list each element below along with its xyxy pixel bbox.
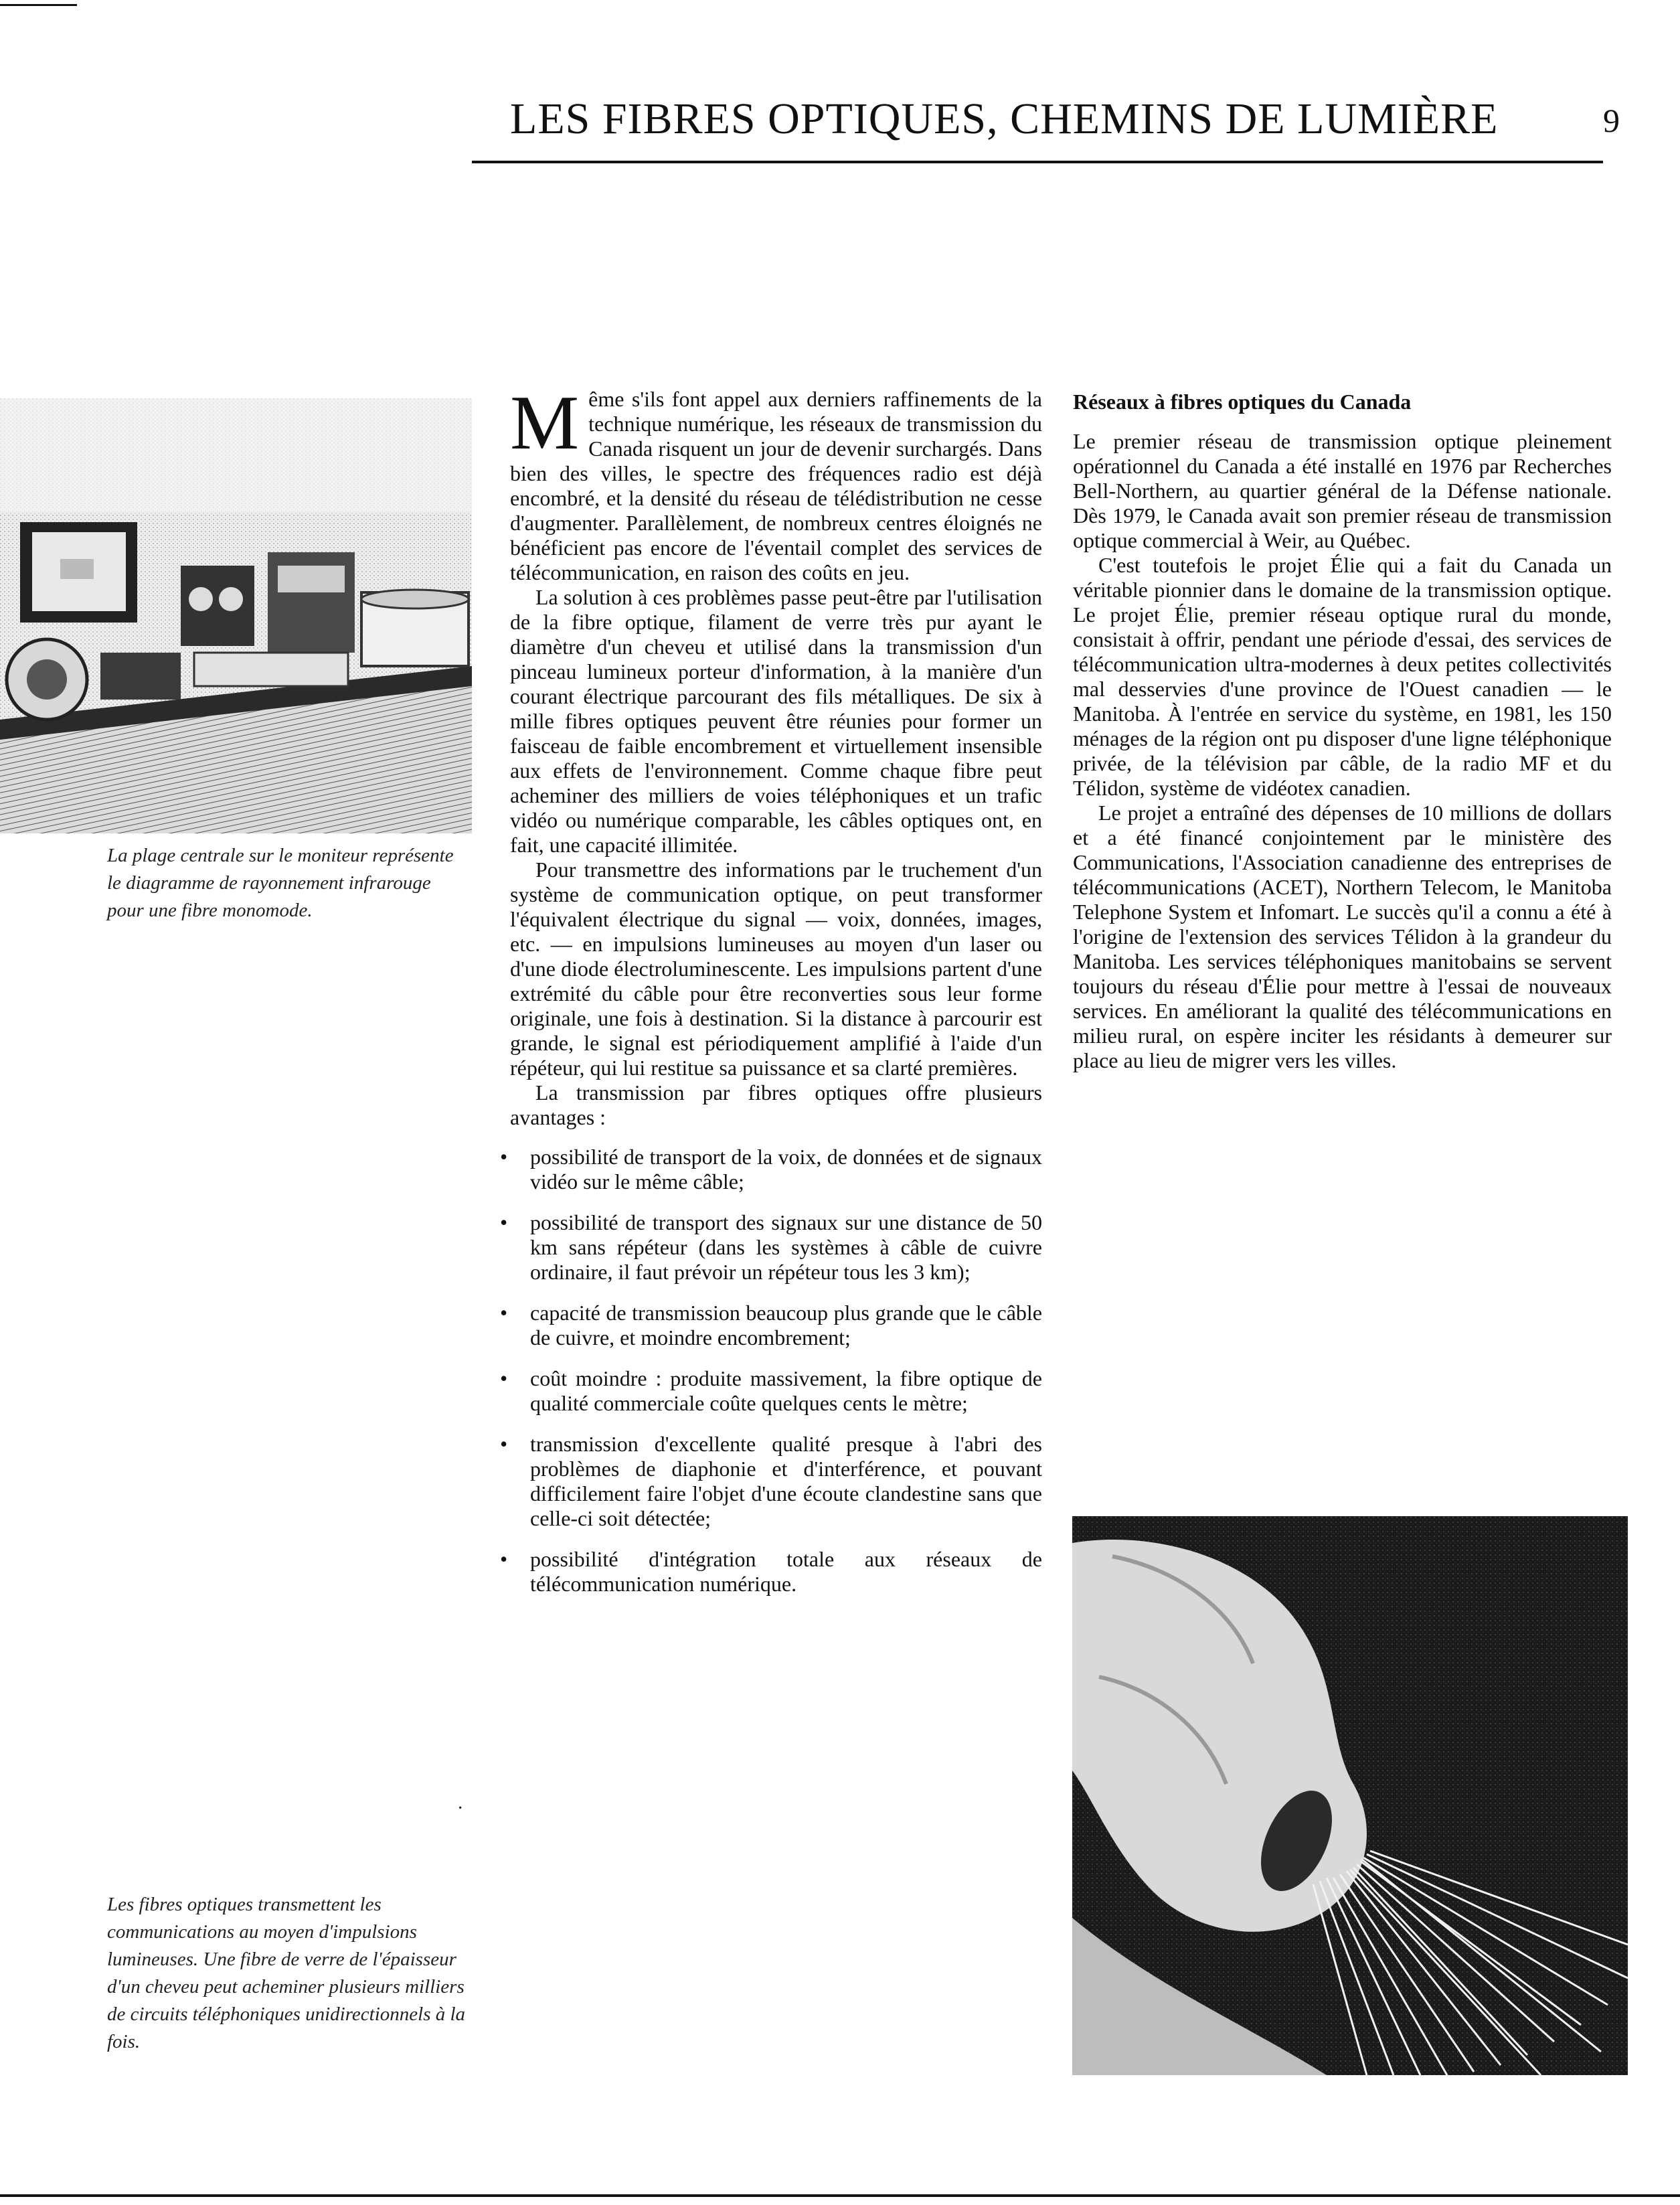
list-item-text: transmission d'excellente qualité presque à l'abri des problèmes de diaphonie et d'interférence, et pouvant difficilement faire l'objet d'une écoute clandestine sans que celle-ci soit détectée; — [530, 1432, 1042, 1530]
main-paragraph-2: La solution à ces problèmes passe peut-être par l'utilisation de la fibre optique, filament de verre très pur ayant le diamètre d'un cheveu et utilisé dans la transmission d'un pinceau lumineux porteur d'information, à la manière d'un courant électrique parcourant des fils métalliques. De six à mille fibres optiques peuvent être réunies pour former un faisceau de faible encombrement et virtuellement insensible aux effets de l'environnement. Comme chaque fibre peut acheminer des milliers de voies téléphoniques et un trafic vidéo ou numérique comparable, les câbles optiques ont, en fait, une capacité illimitée. — [510, 585, 1042, 857]
corner-rule — [0, 4, 77, 6]
main-paragraph-4: La transmission par fibres optiques offre plusieurs avantages : — [510, 1080, 1042, 1129]
sidebar-paragraph-1: Le premier réseau de transmission optique pleinement opérationnel du Canada a été installé en 1976 par Recherches Bell-Northern, au quartier général de la Défense nationale. Dès 1979, le Canada avait son premier réseau de transmission optique commercial à Weir, au Québec. — [1073, 429, 1612, 552]
main-article-column — [500, 380, 1042, 1613]
bullet-icon: • — [500, 1301, 508, 1325]
fiber-bundle-photo — [1072, 1516, 1628, 2075]
list-item-text: possibilité de transport de la voix, de données et de signaux vidéo sur le même câble; — [530, 1145, 1042, 1194]
figure-caption-top: La plage centrale sur le moniteur représente le diagramme de rayonnement infrarouge pour une fibre monomode. — [107, 845, 454, 921]
sidebar-paragraph-2: C'est toutefois le projet Élie qui a fait du Canada un véritable pionnier dans le domaine de la transmission optique. Le projet Élie, premier réseau optique rural du monde, consistait à offrir, pendant une période d'essai, des services de télécommunication ultra-modernes à deux petites collectivités mal desservies d'une province de l'Ouest canadien — le Manitoba. À l'entrée en service du système, en 1981, les 150 ménages de la région ont pu disposer d'une ligne téléphonique privée, de la télévision par câble, de la radio MF et du Télidon, système de vidéotex canadien. — [1073, 553, 1612, 800]
list-item-text: capacité de transmission beaucoup plus grande que le câble de cuivre, et moindre encombrement; — [530, 1301, 1042, 1350]
main-paragraph-1 — [510, 380, 1042, 585]
lab-equipment-photo — [0, 398, 472, 833]
list-item-text: coût moindre : produite massivement, la fibre optique de qualité commerciale coûte quelques cents le mètre; — [530, 1366, 1042, 1415]
list-item — [500, 1547, 1042, 1597]
list-item — [500, 1366, 1042, 1416]
figure-caption-bottom: Les fibres optiques transmettent les communications au moyen d'impulsions lumineuses. Une fibre de verre de l'épaisseur d'un cheveu peut acheminer plusieurs milliers de circuits téléphoniques unidirectionnels à la fois. — [107, 1894, 466, 2052]
bullet-icon: • — [500, 1366, 508, 1390]
bullet-icon: • — [500, 1145, 508, 1169]
list-item — [500, 1432, 1042, 1531]
lab-equipment-illustration — [0, 398, 472, 833]
sidebar-paragraph-3: Le projet a entraîné des dépenses de 10 millions de dollars et a été financé conjointement par le ministère des Communications, l'Association canadienne des entreprises de télécommunications (ACET), Northern Telecom, le Manitoba Telephone System et Infomart. Le succès qu'il a connu a été à l'origine de l'extension des services Télidon à la grandeur du Manitoba. Les services téléphoniques manitobains se servent toujours du réseau d'Élie pour mettre à l'essai de nouveaux services. En améliorant la qualité des télécommunications en milieu rural, on espère inciter les résidants à demeurer sur place au lieu de migrer vers les villes. — [1073, 801, 1612, 1072]
bullet-icon: • — [500, 1210, 508, 1234]
bullet-icon: • — [500, 1547, 508, 1571]
list-item — [500, 1210, 1042, 1285]
main-paragraph-3: Pour transmettre des informations par le truchement d'un système de communication optique, on peut transformer l'équivalent électrique du signal — voix, données, images, etc. — en impulsions lumineuses au moyen d'un laser ou d'une diode électroluminescente. Les impulsions partent d'une extrémité du câble pour être reconverties sous leur forme originale, une fois à destination. Si la distance à parcourir est grande, le signal est périodiquement amplifié à l'aide d'un répéteur, qui lui restitue sa puissance et sa clarté premières. — [510, 858, 1042, 1080]
header-rule — [472, 161, 1603, 163]
list-item-text: possibilité d'intégration totale aux réseaux de télécommunication numérique. — [530, 1547, 1042, 1596]
stray-mark: · — [457, 1798, 464, 1819]
main-paragraph-1-text: ême s'ils font appel aux derniers raffinements de la technique numérique, les réseaux de transmission du Canada risquent un jour de devenir surchargés. Dans bien des villes, le spectre des fréquences radio est déjà encombré, et la densité du réseau de télédistribution ne cesse d'augmenter. Parallèlement, de nombreux centres éloignés ne bénéficient pas encore de l'éventail complet des services de télécommunication, en raison des coûts en jeu. — [510, 387, 1042, 584]
page-number: 9 — [1603, 102, 1620, 139]
sidebar-heading: Réseaux à fibres optiques du Canada — [1073, 390, 1412, 414]
running-head: LES FIBRES OPTIQUES, CHEMINS DE LUMIÈRE — [510, 94, 1499, 143]
fiber-bundle-illustration — [1072, 1516, 1628, 2075]
bottom-rule — [0, 2194, 1680, 2197]
advantages-list — [500, 1145, 1042, 1597]
bullet-icon: • — [500, 1432, 508, 1456]
list-item — [500, 1145, 1042, 1194]
sidebar-column — [1073, 390, 1612, 1073]
list-item — [500, 1301, 1042, 1350]
list-item-text: possibilité de transport des signaux sur une distance de 50 km sans répéteur (dans les systèmes à câble de cuivre ordinaire, il faut prévoir un répéteur tous les 3 km); — [530, 1210, 1042, 1284]
drop-cap: M — [510, 380, 580, 466]
